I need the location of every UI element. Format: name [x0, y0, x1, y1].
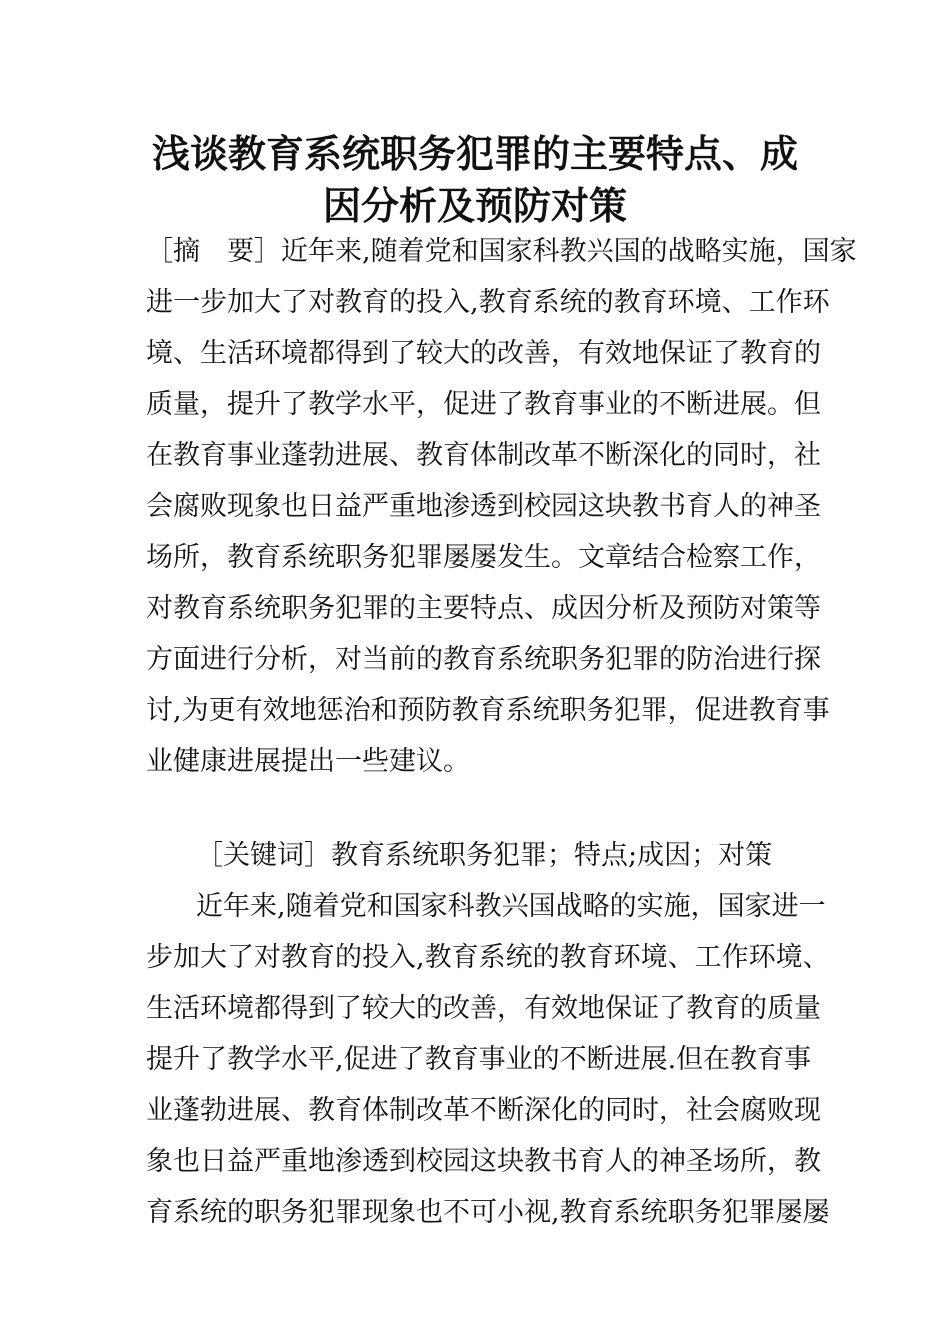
document-title-line-1: 浅谈教育系统职务犯罪的主要特点、成 — [151, 132, 798, 176]
body-first-line: 近年来,随着党和国家科教兴国战略的实施，国家进一 — [196, 891, 826, 922]
abstract-line: ［摘 要］近年来,随着党和国家科教兴国的战略实施，国家 — [146, 236, 857, 267]
abstract-line: 在教育事业蓬勃进展、教育体制改革不断深化的同时，社 — [146, 440, 821, 471]
abstract-line: 境、生活环境都得到了较大的改善，有效地保证了教育的 — [146, 338, 821, 369]
body-line: 育系统的职务犯罪现象也不可小视,教育系统职务犯罪屡屡 — [146, 1197, 830, 1228]
abstract-line: 进一步加大了对教育的投入,教育系统的教育环境、工作环 — [146, 287, 830, 318]
abstract-line: 方面进行分析，对当前的教育系统职务犯罪的防治进行探 — [146, 644, 821, 675]
abstract-line: 业健康进展提出一些建议。 — [146, 746, 470, 777]
abstract-line: 对教育系统职务犯罪的主要特点、成因分析及预防对策等 — [146, 593, 821, 624]
body-line: 业蓬勃进展、教育体制改革不断深化的同时，社会腐败现 — [146, 1095, 821, 1126]
keywords-line: ［关键词］教育系统职务犯罪；特点;成因；对策 — [196, 840, 773, 871]
document-title-line-2: 因分析及预防对策 — [322, 184, 627, 228]
body-line: 象也日益严重地渗透到校园这块教书育人的神圣场所，教 — [146, 1146, 821, 1177]
body-line: 步加大了对教育的投入,教育系统的教育环境、工作环境、 — [146, 942, 830, 973]
abstract-line: 场所，教育系统职务犯罪屡屡发生。文章结合检察工作， — [146, 542, 821, 573]
body-line: 提升了教学水平,促进了教育事业的不断进展.但在教育事 — [146, 1044, 812, 1075]
abstract-line: 会腐败现象也日益严重地渗透到校园这块教书育人的神圣 — [146, 491, 821, 522]
abstract-line: 讨,为更有效地惩治和预防教育系统职务犯罪，促进教育事 — [146, 695, 830, 726]
abstract-line: 质量，提升了教学水平，促进了教育事业的不断进展。但 — [146, 389, 821, 420]
body-line: 生活环境都得到了较大的改善，有效地保证了教育的质量 — [146, 993, 821, 1024]
